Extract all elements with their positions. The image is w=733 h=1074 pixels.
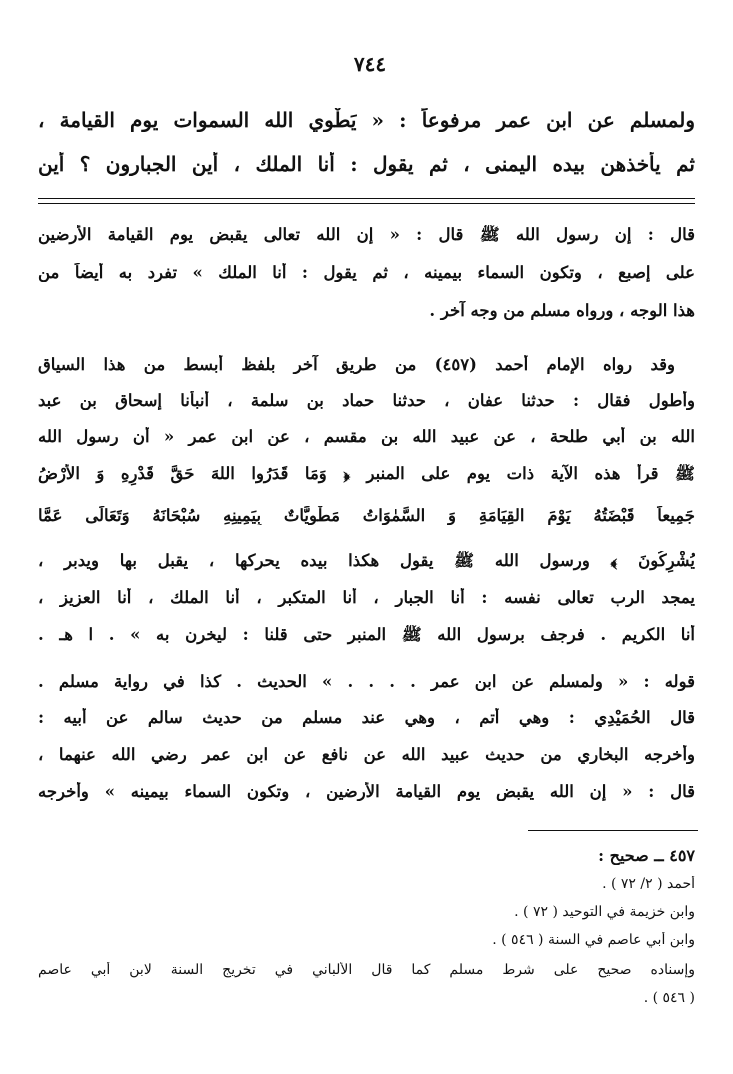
commentary-line-2: على إصبع ، وتكون السماء بيمينه ، ثم يقول : أنا الملك » تفرد به أيضاً من [38,263,695,282]
footnote-line-1: أحمد ( ٢/ ٧٢ ) . [602,876,695,892]
paragraph3-line-1: قوله : « ولمسلم عن ابن عمر . . . . » الحديث . كذا في رواية مسلم . [38,672,695,691]
paragraph2-line-5: جَمِيعاً قَبْضَتُهُ يَوْمَ القِيَامَةِ وَ السَّمٰوَاتُ مَطْوِيَّاتٌ بِيَمِينِهِ سُبْحَانَهُ وَتَعَالَى عَمَّا [38,506,695,525]
footnote-line-4: وإسناده صحيح على شرط مسلم كما قال الألباني في تخريج السنة لابن أبي عاصم [38,962,695,978]
paragraph3-line-4: قال : « إن الله يقبض يوم القيامة الأرضين ، وتكون السماء بيمينه » وأخرجه [38,782,695,801]
paragraph2-line-3: الله بن أبي طلحة ، عن عبيد الله بن مقسم ، عن ابن عمر « أن رسول الله [38,427,695,446]
footnote-heading: ٤٥٧ ــ صحيح : [598,846,695,865]
commentary-line-1: قال : إن رسول الله ﷺ قال : « إن الله تعالى يقبض يوم القيامة الأرضين [38,225,695,244]
paragraph2-line-2: وأطول فقال : حدثنا عفان ، حدثنا حماد بن سلمة ، أنبأنا إسحاق بن عبد [38,391,695,410]
paragraph2-line-1: وقد رواه الإمام أحمد (٤٥٧) من طريق آخر بلفظ أبسط من هذا السياق [38,355,675,374]
footnote-line-2: وابن خزيمة في التوحيد ( ٧٢ ) . [514,904,695,920]
paragraph2-line-4: ﷺ قرأ هذه الآية ذات يوم على المنبر ﴿ وَمَا قَدَرُوا اللهَ حَقَّ قَدْرِهِ وَ الأَرْضُ [38,464,695,483]
paragraph3-line-2: قال الحُمَيْدِي : وهي أتم ، وهي عند مسلم من حديث سالم عن أبيه : [38,708,695,727]
commentary-line-3: هذا الوجه ، ورواه مسلم من وجه آخر . [429,301,695,320]
paragraph3-line-3: وأخرجه البخاري من حديث عبيد الله عن نافع عن ابن عمر رضي الله عنهما ، [38,745,695,764]
main-text-line-1: ولمسلم عن ابن عمر مرفوعاً : « يَطْوِي الله السموات يوم القيامة ، [38,108,695,132]
paragraph2-line-6: يُشْرِكُونَ ﴾ ورسول الله ﷺ يقول هكذا بيده يحركها ، يقبل بها ويدبر ، [38,551,695,570]
section-divider [38,198,695,204]
footnote-line-5: ( ٥٤٦ ) . [643,990,695,1006]
main-text-line-2: ثم يأخذهن بيده اليمنى ، ثم يقول : أنا الملك ، أين الجبارون ؟ أين [38,152,695,176]
footnote-line-3: وابن أبي عاصم في السنة ( ٥٤٦ ) . [492,932,695,948]
paragraph2-line-7: يمجد الرب تعالى نفسه : أنا الجبار ، أنا المتكبر ، أنا الملك ، أنا العزيز ، [38,588,695,607]
paragraph2-line-8: أنا الكريم . فرجف برسول الله ﷺ المنبر حتى قلنا : ليخرن به » . ا هـ . [38,625,695,644]
footnote-separator [528,830,698,831]
page-number: ٧٤٤ [353,52,387,76]
